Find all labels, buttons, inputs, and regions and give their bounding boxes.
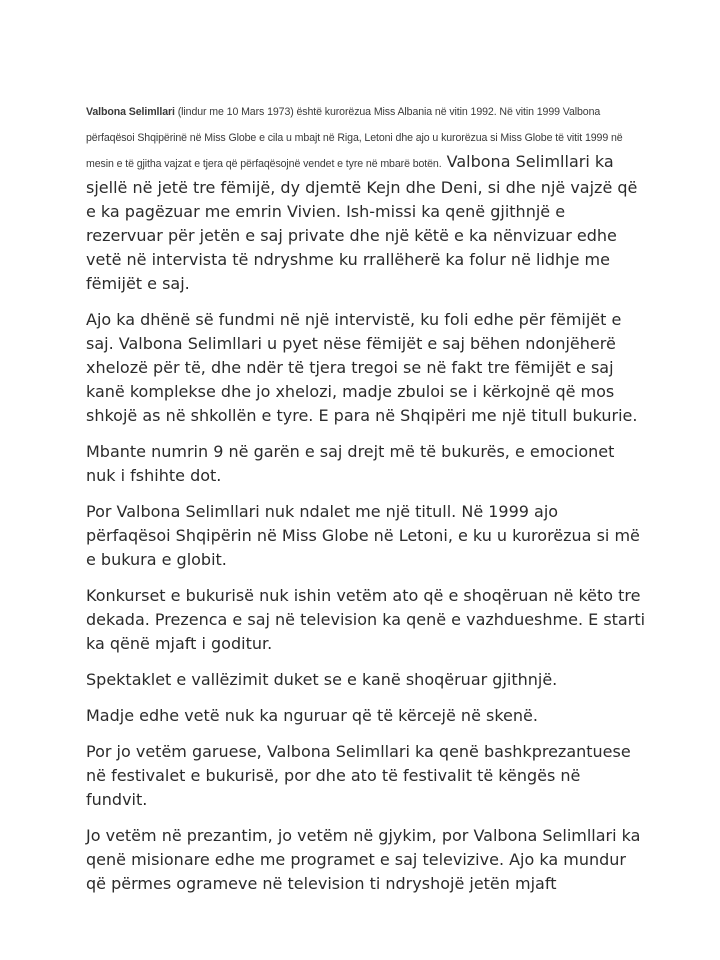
intro-large-body: Valbona Selimllari ka sjellë në jetë tre fëmijë, dy djemtë Kejn dhe Deni, si dhe një vajzë që e ka pagëzuar me emrin Vivien. Ish-missi ka qenë gjithnjë e rezervuar për jetën e saj private dhe një këtë e ka nënvizuar edhe vetë në intervista të ndryshme ku rrallëherë ka folur në lidhje me fëmijët e saj. <box>86 152 638 293</box>
paragraph-mission: Jo vetëm në prezantim, jo vetëm në gjykim, por Valbona Selimllari ka qenë misionare edhe me programet e saj televizive. Ajo ka mundur që përmes ogrameve në television ti ndryshojë jetën mjaft <box>86 826 641 893</box>
paragraph-television: Konkurset e bukurisë nuk ishin vetëm ato që e shoqëruan në këto tre dekada. Prezenca e saj në television ka qenë e vazhdueshme. E starti ka qënë mjaft i goditur. <box>86 586 646 653</box>
paragraph-dance: Spektaklet e vallëzimit duket se e kanë shoqëruar gjithnjë. <box>86 670 558 689</box>
paragraph-miss-globe: Por Valbona Selimllari nuk ndalet me një titull. Në 1999 ajo përfaqësoi Shqipërin në Miss Globe në Letoni, e ku u kurorëzua si më e bukura e globit. <box>86 502 640 569</box>
paragraph-interview: Ajo ka dhënë së fundmi në një intervistë, ku foli edhe për fëmijët e saj. Valbona Selimllari u pyet nëse fëmijët e saj bëhen ndonjëherë xhelozë për të, dhe ndër të tjera tregoi se në fakt tre fëmijët e saj kanë komplekse dhe jo xhelozi, madje zbuloi se i kërkojnë që mos shkojë as në shkollën e tyre. E para në Shqipëri me një titull bukurie. <box>86 310 638 425</box>
intro-paragraph <box>86 98 646 296</box>
paragraph-number-nine: Mbante numrin 9 në garën e saj drejt më të bukurës, e emocionet nuk i fshihte dot. <box>86 442 615 485</box>
article-body <box>86 98 646 908</box>
subject-name: Valbona Selimllari <box>86 106 175 118</box>
intro-small-body: (lindur me 10 Mars 1973) është kurorëzua Miss Albania në vitin 1992. Në vitin 1999 Valbona përfaqësoi Shqipërinë në Miss Globe e cila u mbajt në Riga, Letoni dhe ajo u kurorëzua si Miss Globe të vitit 1999 në mesin e të gjitha vajzat e tjera që përfaqësojnë vendet e tyre në mbarë botën. <box>86 106 623 170</box>
paragraph-stage: Madje edhe vetë nuk ka nguruar që të kërcejë në skenë. <box>86 706 538 725</box>
paragraph-presenter: Por jo vetëm garuese, Valbona Selimllari ka qenë bashkprezantuese në festivalet e bukurisë, por dhe ato të festivalit të këngës në fundvit. <box>86 742 631 809</box>
